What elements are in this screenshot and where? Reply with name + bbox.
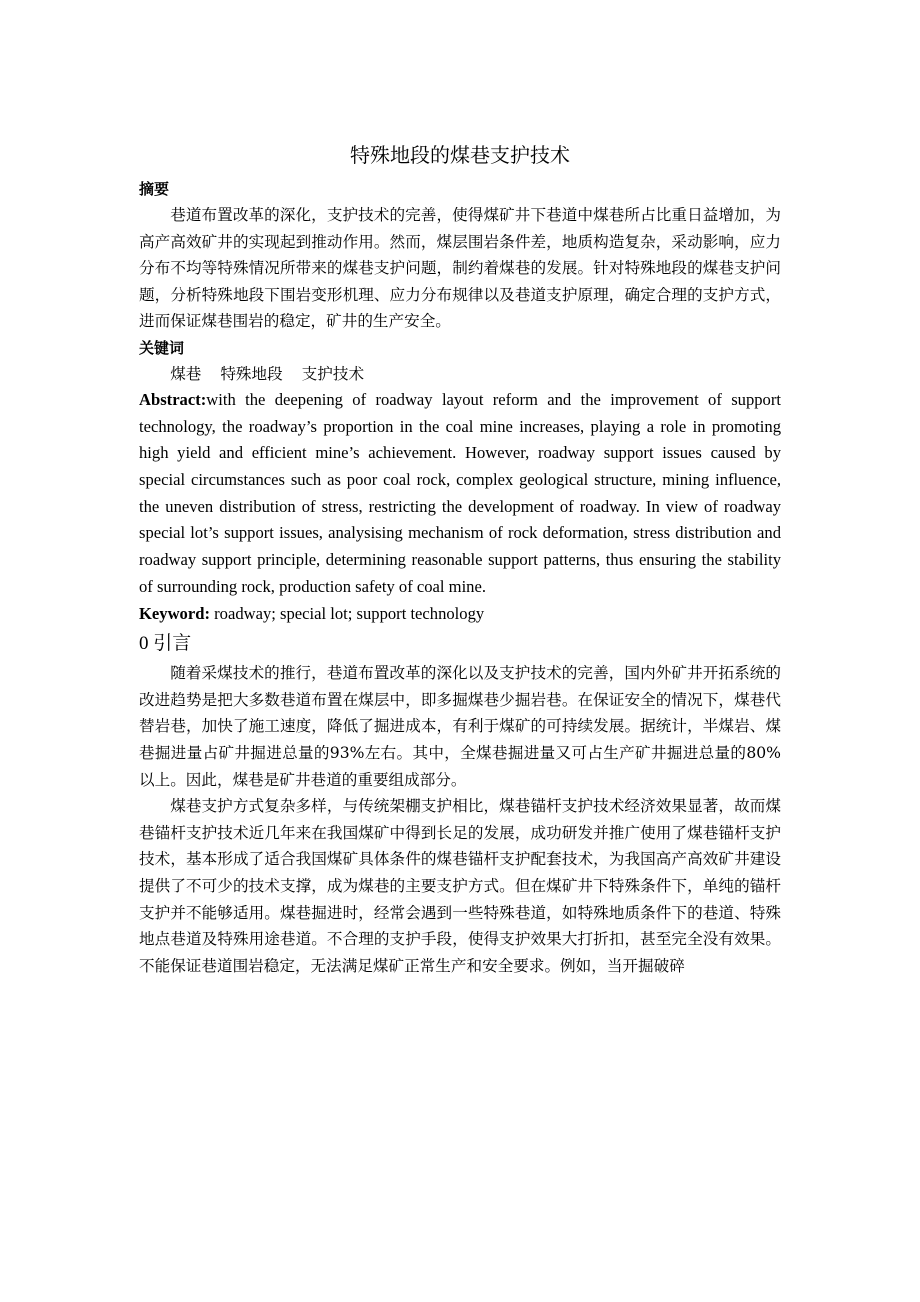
- english-keywords: [139, 601, 781, 628]
- document-title: 特殊地段的煤巷支护技术: [350, 143, 570, 167]
- english-abstract-text: with the deepening of roadway layout reform and the improvement of support technology, the roadway’s proportion in the coal mine increases, playing a role in promoting high yield and efficient mine’s achievement. However, roadway support issues caused by special circumstances such as poor coal rock, complex geological structure, mining influence, the uneven distribution of stress, restricting the development of roadway. In view of roadway special lot’s support issues, analysising mechanism of rock deformation, stress distribution and roadway support principle, determining reasonable support patterns, thus ensuring the stability of surrounding rock, production safety of coal mine.: [139, 389, 781, 596]
- section-title: 引言: [153, 632, 192, 655]
- document-page: [139, 136, 781, 979]
- abstract-paragraph: 巷道布置改革的深化，支护技术的完善，使得煤矿井下巷道中煤巷所占比重日益增加，为高产高效矿井的实现起到推动作用。然而，煤层围岩条件差，地质构造复杂，采动影响，应力分布不均等特殊情况所带来的煤巷支护问题，制约着煤巷的发展。针对特殊地段的煤巷支护问题，分析特殊地段下围岩变形机理、应力分布规律以及巷道支护原理，确定合理的支护方式，进而保证煤巷围岩的稳定，矿井的生产安全。: [139, 206, 781, 331]
- english-keywords-text: roadway; special lot; support technology: [209, 603, 485, 623]
- keywords-heading: 关键词: [139, 338, 185, 357]
- english-abstract-label: Abstract:: [139, 389, 207, 409]
- intro-paragraph-2: 煤巷支护方式复杂多样，与传统架棚支护相比，煤巷锚杆支护技术经济效果显著，故而煤巷锚杆支护技术近几年来在我国煤矿中得到长足的发展，成功研发并推广使用了煤巷锚杆支护技术，基本形成了适合我国煤矿具体条件的煤巷锚杆支护配套技术，为我国高产高效矿井建设提供了不可少的技术支撑，成为煤巷的主要支护方式。但在煤矿井下特殊条件下，单纯的锚杆支护并不能够适用。煤巷掘进时，经常会遇到一些特殊巷道，如特殊地质条件下的巷道、特殊地点巷道及特殊用途巷道。不合理的支护手段，使得支护效果大打折扣，甚至完全没有效果。不能保证巷道围岩稳定，无法满足煤矿正常生产和安全要求。例如，当开掘破碎: [139, 797, 781, 975]
- section-heading-introduction: [139, 627, 781, 660]
- abstract-heading: 摘要: [139, 180, 170, 198]
- keywords-list: 煤巷 特殊地段 支护技术: [170, 364, 365, 383]
- intro-paragraph-1: 随着采煤技术的推行，巷道布置改革的深化以及支护技术的完善，国内外矿井开拓系统的改进趋势是把大多数巷道布置在煤层中，即多掘煤巷少掘岩巷。在保证安全的情况下，煤巷代替岩巷，加快了施工速度，降低了掘进成本，有利于煤矿的可持续发展。据统计，半煤岩、煤巷掘进量占矿井掘进总量的93%左右。其中，全煤巷掘进量又可占生产矿井掘进总量的80%以上。因此，煤巷是矿井巷道的重要组成部分。: [139, 664, 781, 789]
- section-number: 0: [139, 633, 149, 655]
- english-keywords-label: Keyword:: [139, 603, 210, 623]
- english-abstract: [139, 387, 781, 601]
